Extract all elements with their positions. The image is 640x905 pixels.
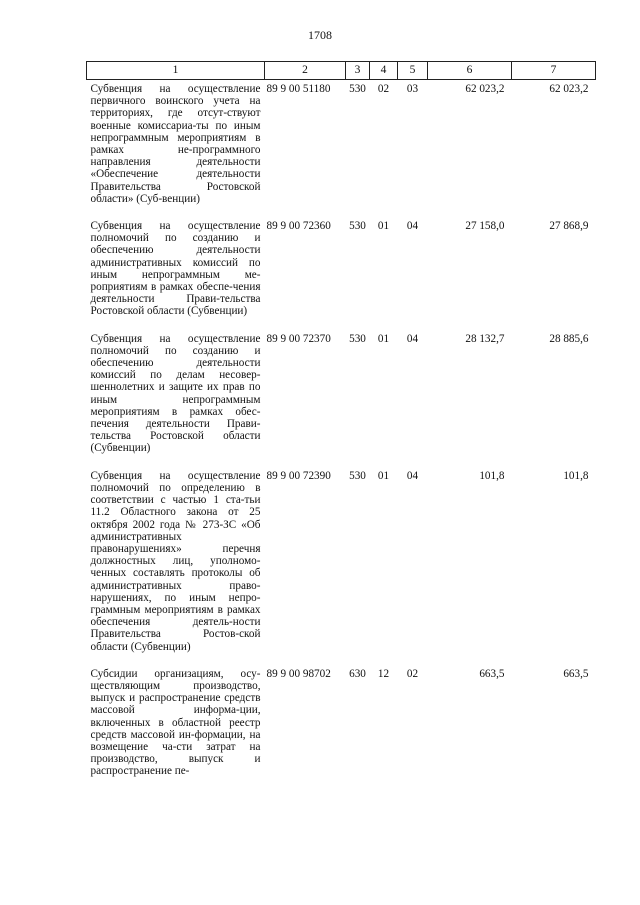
row-name: Субвенция на осуществление полномочий по созданию и обеспечению деятельности комиссий по делам несовер-шеннолетних и защите их прав по иным непрограммным мероприятиям в рамках обес-печения деятельности Прави-тельства Ростовской области (Субвенции) — [90, 332, 261, 455]
row-amount-1: 27 158,0 — [465, 220, 505, 233]
row-target-code: 89 9 00 98702 — [266, 667, 331, 680]
column-header-2: 2 — [265, 62, 346, 80]
row-section: 02 — [377, 83, 390, 95]
row-expense-type: 630 — [349, 667, 366, 680]
row-subsection: 04 — [406, 220, 419, 233]
row-amount-2: 101,8 — [563, 469, 589, 482]
row-amount-1: 28 132,7 — [465, 332, 505, 345]
row-expense-type: 530 — [349, 220, 366, 233]
row-subsection: 04 — [406, 469, 419, 482]
row-subsection: 04 — [406, 332, 419, 345]
row-target-code: 89 9 00 72360 — [266, 220, 331, 233]
table-row — [87, 668, 596, 793]
row-section: 12 — [377, 667, 390, 680]
row-name: Субвенция на осуществление первичного воинского учета на территориях, где отсут-ствуют военные комиссариа-ты по иным непрограммным мероприятиям в рамках не-программного направления деятельности «Обеспечение деятельности Правительства Ростовской области» (Суб-венции) — [90, 83, 261, 205]
table-row — [87, 80, 596, 221]
column-number-header-row — [87, 62, 596, 80]
row-amount-2: 62 023,2 — [549, 83, 589, 95]
row-amount-1: 663,5 — [479, 667, 505, 680]
row-target-code: 89 9 00 72370 — [266, 332, 331, 345]
row-amount-2: 27 868,9 — [549, 220, 589, 233]
row-target-code: 89 9 00 72390 — [266, 469, 331, 482]
table-row — [87, 333, 596, 470]
row-subsection: 02 — [406, 667, 419, 680]
row-expense-type: 530 — [349, 332, 366, 345]
row-amount-1: 101,8 — [479, 469, 505, 482]
row-section: 01 — [377, 332, 390, 345]
row-name: Субвенция на осуществление полномочий по созданию и обеспечению деятельности административных комиссий по иным непрограммным ме-роприятиям в рамках обеспе-чения деятельности Прави-тельства Ростовской области (Субвенции) — [90, 220, 261, 318]
row-expense-type: 530 — [349, 83, 366, 95]
table-row — [87, 470, 596, 668]
budget-table-container — [86, 61, 595, 793]
row-name: Субсидии организациям, осу-ществляющим производство, выпуск и распространение средств массовой информа-ции, включенных в областной реестр средств массовой ин-формации, на возмещение ча-сти затрат на производство, выпуск и распространение пе- — [90, 667, 261, 778]
row-amount-1: 62 023,2 — [465, 83, 505, 95]
column-header-7: 7 — [512, 62, 596, 80]
budget-table — [86, 61, 596, 793]
row-expense-type: 530 — [349, 469, 366, 482]
row-subsection: 03 — [406, 83, 419, 95]
column-header-4: 4 — [370, 62, 398, 80]
page-number: 1708 — [308, 28, 332, 42]
row-name: Субвенция на осуществление полномочий по определению в соответствии с частью 1 ста-тьи 11.2 Областного закона от 25 октября 2002 года № 273-ЗС «Об административных правонарушениях» перечня должностных лиц, уполномо-ченных составлять протоколы об административных право-нарушениях, по иным непро-граммным мероприятиям в рамках обеспечения деятель-ности Правительства Ростов-ской области (Субвенции) — [90, 469, 261, 653]
row-amount-2: 28 885,6 — [549, 332, 589, 345]
column-header-1: 1 — [87, 62, 265, 80]
row-amount-2: 663,5 — [563, 667, 589, 680]
column-header-6: 6 — [428, 62, 512, 80]
row-target-code: 89 9 00 51180 — [266, 83, 331, 95]
table-row — [87, 220, 596, 333]
row-section: 01 — [377, 220, 390, 233]
column-header-5: 5 — [398, 62, 428, 80]
column-header-3: 3 — [346, 62, 370, 80]
row-section: 01 — [377, 469, 390, 482]
